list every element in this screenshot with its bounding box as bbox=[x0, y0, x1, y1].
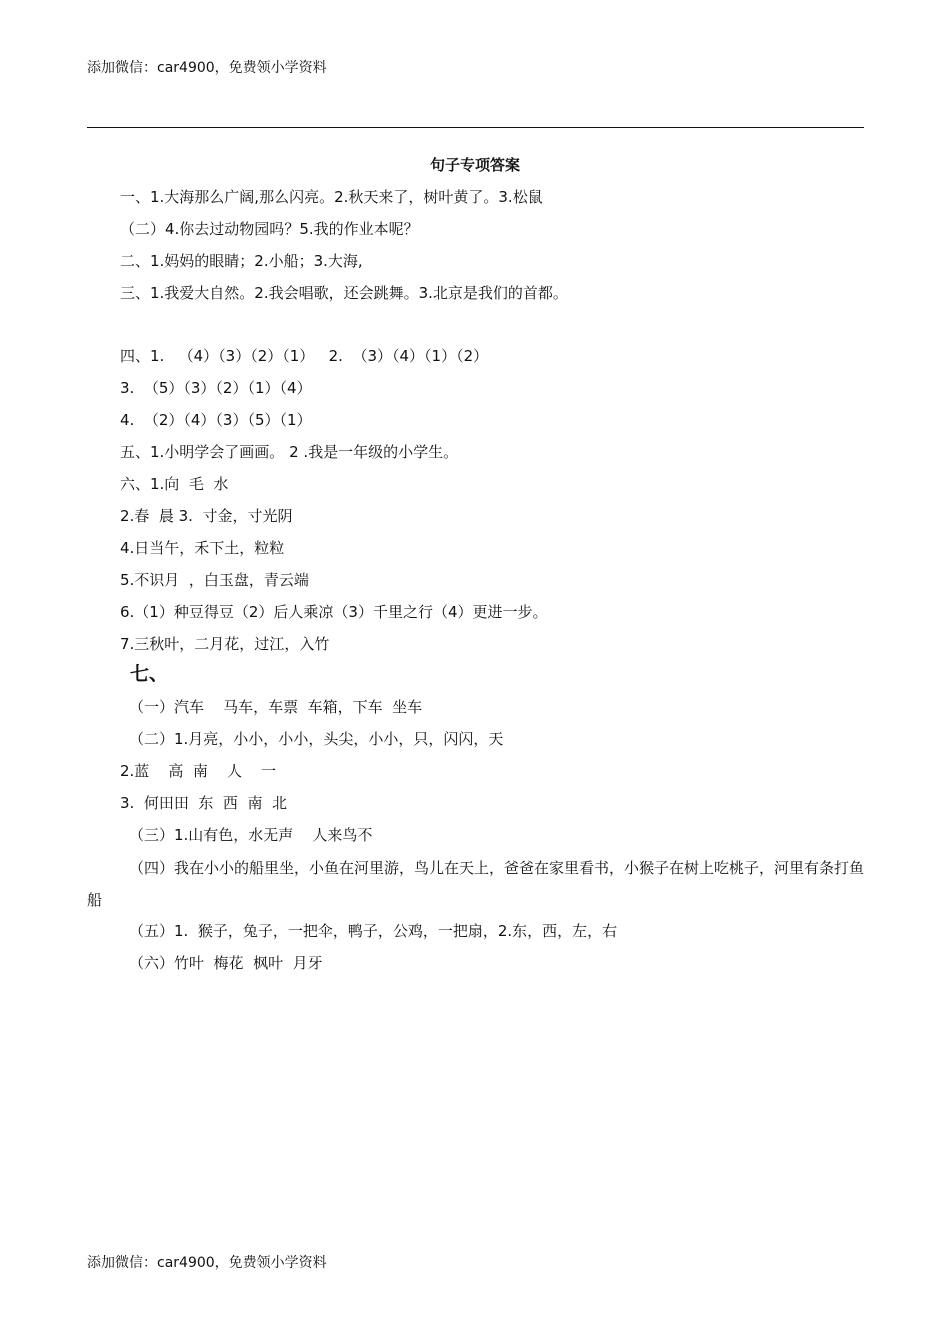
answer-line-3: 二、1.妈妈的眼睛；2.小船；3.大海, bbox=[120, 252, 363, 270]
answer-line-19: 3. 何田田 东 西 南 北 bbox=[120, 794, 287, 812]
answer-line-9: 六、1.向 毛 水 bbox=[120, 475, 229, 493]
footer-contact-note: 添加微信：car4900，免费领小学资料 bbox=[87, 1255, 327, 1271]
answer-line-17: （二）1.月亮，小小，小小，头尖，小小，只，闪闪，天 bbox=[129, 730, 504, 748]
answer-line-11: 4.日当午，禾下土，粒粒 bbox=[120, 539, 285, 557]
answer-line-20: （三）1.山有色，水无声 人来鸟不 bbox=[129, 826, 373, 844]
answer-line-6: 3. （5）（3）（2）（1）（4） bbox=[120, 379, 312, 397]
answer-paragraph-21: （四）我在小小的船里坐，小鱼在河里游，鸟儿在天上，爸爸在家里看书，小猴子在树上吃桃子，河里有条打鱼船 bbox=[87, 859, 865, 909]
header-divider bbox=[87, 127, 864, 128]
answer-line-18: 2.蓝 高 南 人 一 bbox=[120, 762, 277, 780]
answer-line-10: 2.春 晨 3. 寸金，寸光阴 bbox=[120, 507, 293, 525]
answer-line-1: 一、1.大海那么广阔,那么闪亮。2.秋天来了，树叶黄了。3.松鼠 bbox=[120, 188, 543, 206]
answer-line-16: （一）汽车 马车，车票 车箱，下车 坐车 bbox=[129, 698, 423, 716]
answer-line-8: 五、1.小明学会了画画。 2 .我是一年级的小学生。 bbox=[120, 443, 459, 461]
answer-line-5: 四、1. （4）（3）（2）（1） 2. （3）（4）（1）（2） bbox=[120, 347, 489, 365]
answer-line-12: 5.不识月 ，白玉盘，青云端 bbox=[120, 571, 309, 589]
section-seven-heading: 七、 bbox=[130, 663, 169, 685]
answer-line-4: 三、1.我爱大自然。2.我会唱歌，还会跳舞。3.北京是我们的首都。 bbox=[120, 284, 568, 302]
page-title: 句子专项答案 bbox=[429, 156, 520, 174]
answer-line-7: 4. （2）（4）（3）（5）（1） bbox=[120, 411, 312, 429]
answer-line-23: （六）竹叶 梅花 枫叶 月牙 bbox=[129, 954, 323, 972]
answer-line-22: （五）1. 猴子，兔子，一把伞，鸭子，公鸡，一把扇，2.东，西，左，右 bbox=[129, 922, 618, 940]
answer-line-14: 7.三秋叶，二月花，过江，入竹 bbox=[120, 635, 330, 653]
answer-line-13: 6.（1）种豆得豆（2）后人乘凉（3）千里之行（4）更进一步。 bbox=[120, 603, 548, 621]
header-contact-note: 添加微信：car4900，免费领小学资料 bbox=[87, 60, 327, 76]
answer-line-2: （二）4.你去过动物园吗？5.我的作业本呢？ bbox=[120, 220, 419, 238]
